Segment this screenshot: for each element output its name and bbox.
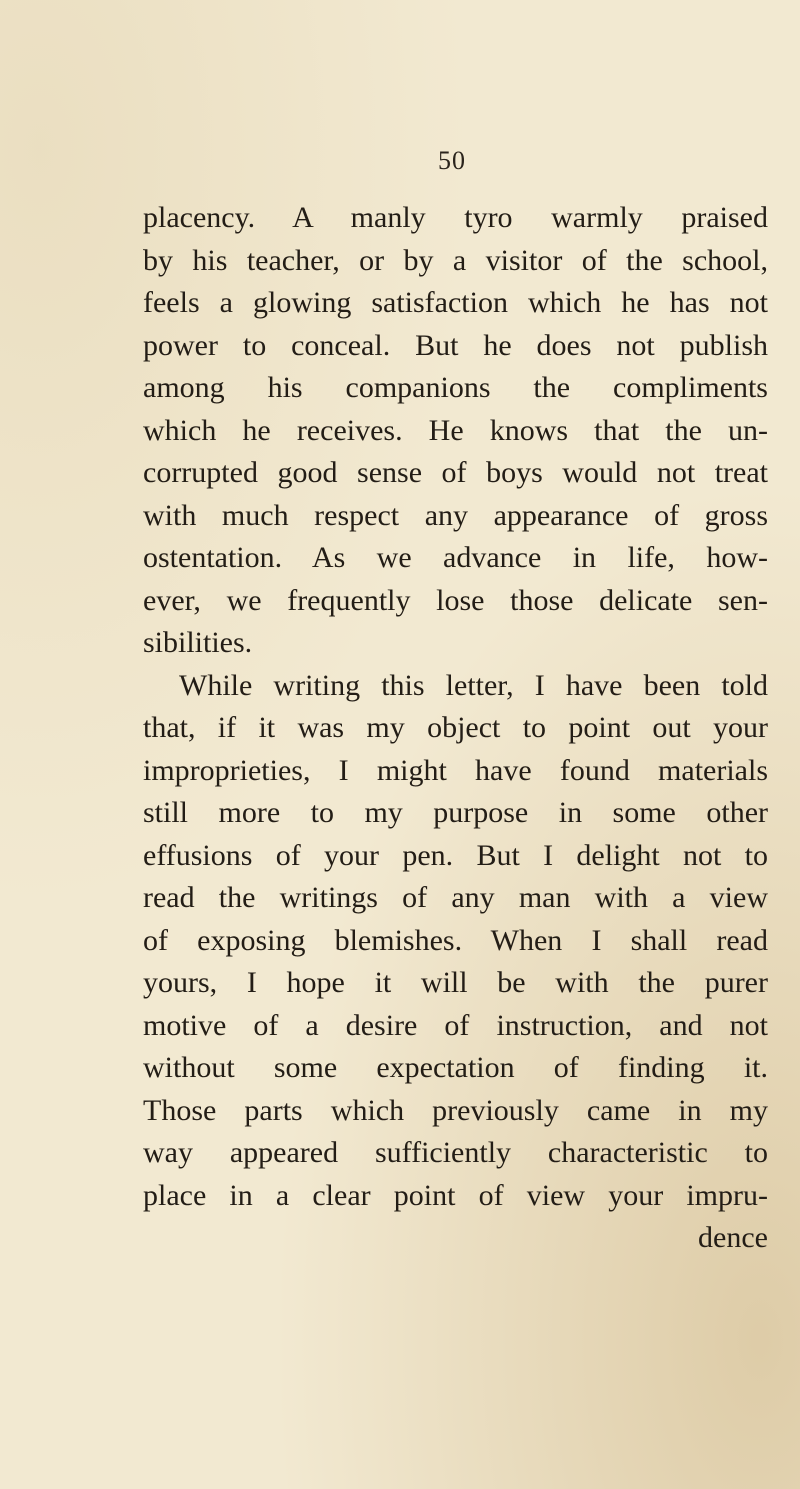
text-line: feels a glowing satisfaction which he has not bbox=[143, 286, 768, 319]
text-line: motive of a desire of instruction, and not bbox=[143, 1008, 768, 1042]
text-line: among his companions the compliments bbox=[143, 371, 768, 404]
text-line: sibilities. bbox=[143, 626, 253, 659]
text-line: power to conceal. But he does not publish bbox=[143, 328, 768, 362]
text-line: of exposing blemishes. When I shall read bbox=[143, 923, 768, 957]
text-line: placency. A manly tyro warmly praised bbox=[143, 201, 768, 234]
text-line: that, if it was my object to point out your bbox=[143, 711, 768, 744]
text-line: with much respect any appearance of gross bbox=[143, 498, 768, 532]
text-line: by his teacher, or by a visitor of the school, bbox=[143, 243, 768, 277]
text-line: read the writings of any man with a view bbox=[143, 881, 768, 914]
text-line: which he receives. He knows that the un- bbox=[143, 413, 768, 447]
text-line: ostentation. As we advance in life, how- bbox=[143, 541, 768, 574]
text-line: corrupted good sense of boys would not treat bbox=[143, 456, 768, 489]
text-line: improprieties, I might have found materials bbox=[143, 753, 768, 787]
text-line: way appeared sufficiently characteristic to bbox=[143, 1136, 768, 1169]
text-line: without some expectation of finding it. bbox=[143, 1051, 768, 1084]
body-text bbox=[143, 197, 768, 1260]
text-line: effusions of your pen. But I delight not to bbox=[143, 838, 768, 872]
text-line: still more to my purpose in some other bbox=[143, 796, 768, 829]
text-line: yours, I hope it will be with the purer bbox=[143, 966, 768, 999]
text-line: ever, we frequently lose those delicate sen- bbox=[143, 583, 768, 617]
catchword: dence bbox=[698, 1221, 768, 1254]
text-line: Those parts which previously came in my bbox=[143, 1093, 768, 1127]
text-line: place in a clear point of view your impru- bbox=[143, 1178, 768, 1212]
page-number: 50 bbox=[438, 146, 466, 175]
paragraph-start-line: While writing this letter, I have been told bbox=[179, 668, 768, 702]
